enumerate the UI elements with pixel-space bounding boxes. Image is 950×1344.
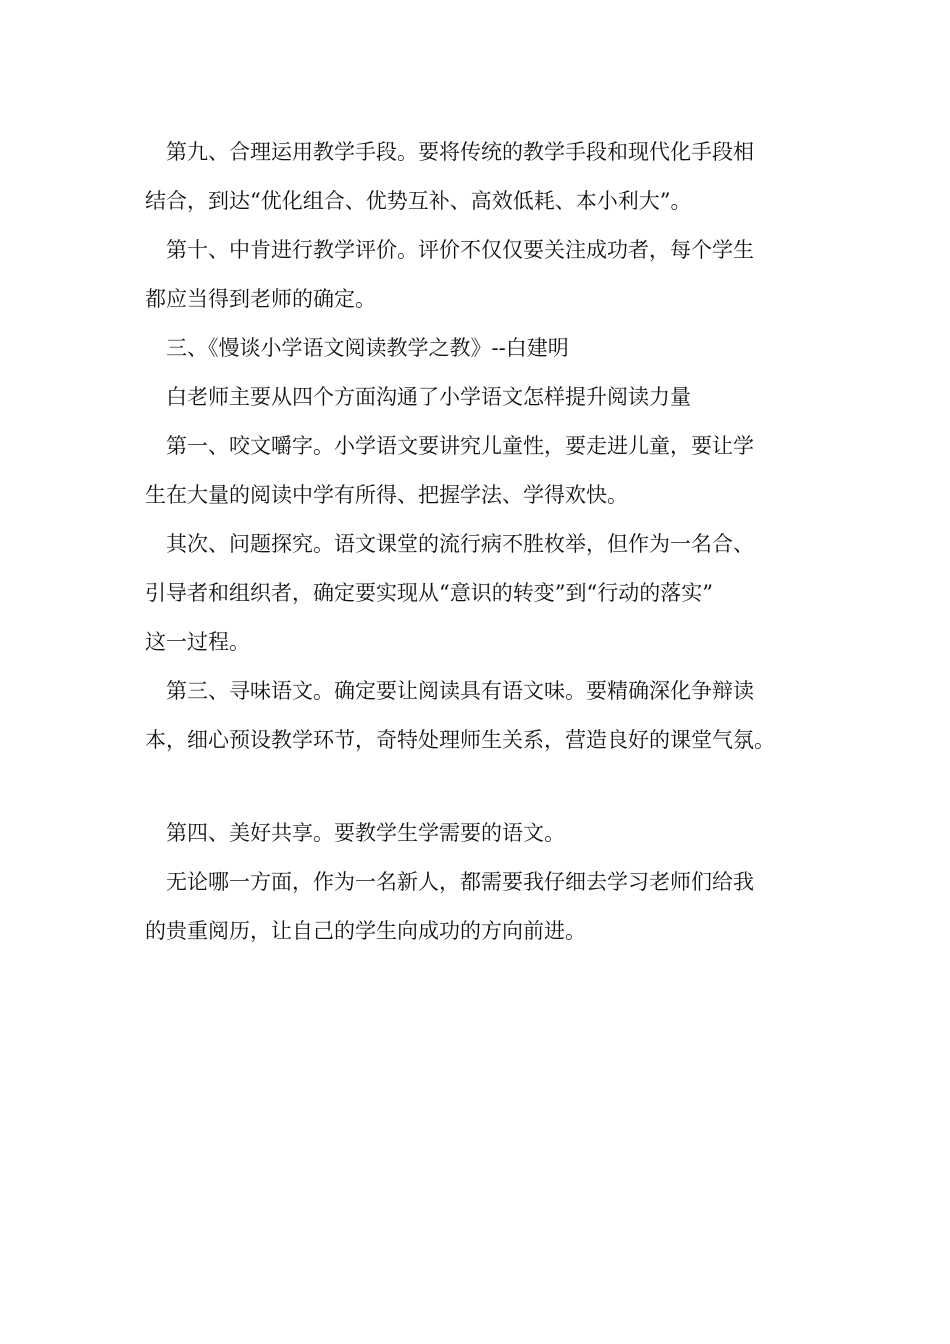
paragraph-line: 第四、美好共享。要教学生学需要的语文。 [166,821,565,845]
paragraph-line: 生在大量的阅读中学有所得、把握学法、学得欢快。 [145,483,628,507]
paragraph-line: 第一、咬文嚼字。小学语文要讲究儿童性，要走进儿童，要让学 [166,434,754,458]
paragraph-line: 第十、中肯进行教学评价。评价不仅仅要关注成功者，每个学生 [166,238,754,262]
paragraph-line: 引导者和组织者，确定要实现从“意识的转变”到“行动的落实” [145,581,713,605]
paragraph-line: 结合，到达“优化组合、优势互补、高效低耗、本小利大”。 [145,189,692,213]
paragraph-line: 其次、问题探究。语文课堂的流行病不胜枚举，但作为一名合、 [166,532,754,556]
paragraph-line: 本，细心预设教学环节，奇特处理师生关系，营造良好的课堂气氛。 [145,728,775,752]
document-body [145,132,825,960]
paragraph-line: 都应当得到老师的确定。 [145,287,376,311]
paragraph-line: 无论哪一方面，作为一名新人，都需要我仔细去学习老师们给我 [166,870,754,894]
paragraph-line: 白老师主要从四个方面沟通了小学语文怎样提升阅读力量 [166,385,691,409]
paragraph-line: 第九、合理运用教学手段。要将传统的教学手段和现代化手段相 [166,140,754,164]
section-heading: 三、《慢谈小学语文阅读教学之教》--白建明 [166,336,569,360]
paragraph-line: 的贵重阅历，让自己的学生向成功的方向前进。 [145,919,586,943]
paragraph-line: 这一过程。 [145,630,250,654]
paragraph-line: 第三、寻味语文。确定要让阅读具有语文味。要精确深化争辩读 [166,679,754,703]
